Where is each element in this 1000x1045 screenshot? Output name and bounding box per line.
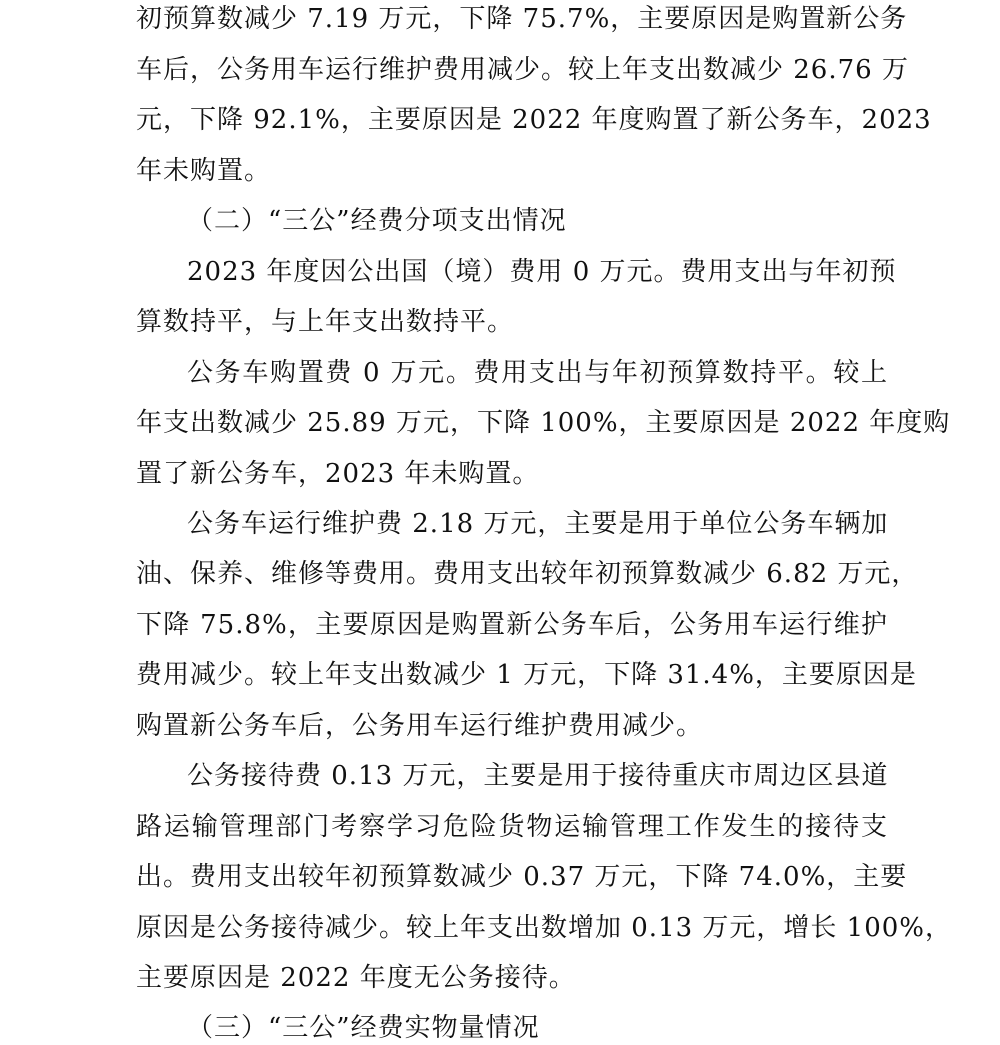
section-heading: （三）“三公”经费实物量情况 [187,1013,540,1043]
paragraph-line: 元，下降 92.1%，主要原因是 2022 年度购置了新公务车，2023 [136,105,932,135]
paragraph-line: 主要原因是 2022 年度无公务接待。 [136,963,576,993]
paragraph-line: 公务车运行维护费 2.18 万元，主要是用于单位公务车辆加 [187,509,889,539]
paragraph-line: 2023 年度因公出国（境）费用 0 万元。费用支出与年初预 [187,257,897,287]
paragraph-line: 公务接待费 0.13 万元，主要是用于接待重庆市周边区县道 [187,761,889,791]
paragraph-line: 公务车购置费 0 万元。费用支出与年初预算数持平。较上 [187,358,888,388]
paragraph-line: 购置新公务车后，公务用车运行维护费用减少。 [136,711,704,741]
paragraph-line: 油、保养、维修等费用。费用支出较年初预算数减少 6.82 万元， [136,559,919,589]
paragraph-line: 初预算数减少 7.19 万元，下降 75.7%，主要原因是购置新公务 [136,4,908,34]
paragraph-line: 费用减少。较上年支出数减少 1 万元，下降 31.4%，主要原因是 [136,660,917,690]
section-heading: （二）“三公”经费分项支出情况 [187,206,567,236]
paragraph-line: 置了新公务车，2023 年未购置。 [136,459,540,489]
paragraph-line: 下降 75.8%，主要原因是购置新公务车后，公务用车运行维护 [136,610,888,640]
paragraph-line: 路运输管理部门考察学习危险货物运输管理工作发生的接待支 [136,812,888,842]
paragraph-line: 车后，公务用车运行维护费用减少。较上年支出数减少 26.76 万 [136,55,909,85]
paragraph-line: 年支出数减少 25.89 万元，下降 100%，主要原因是 2022 年度购 [136,408,951,438]
paragraph-line: 年未购置。 [136,156,272,186]
paragraph-line: 原因是公务接待减少。较上年支出数增加 0.13 万元，增长 100%， [136,913,953,943]
paragraph-line: 出。费用支出较年初预算数减少 0.37 万元，下降 74.0%，主要 [136,862,908,892]
paragraph-line: 算数持平，与上年支出数持平。 [136,307,515,337]
